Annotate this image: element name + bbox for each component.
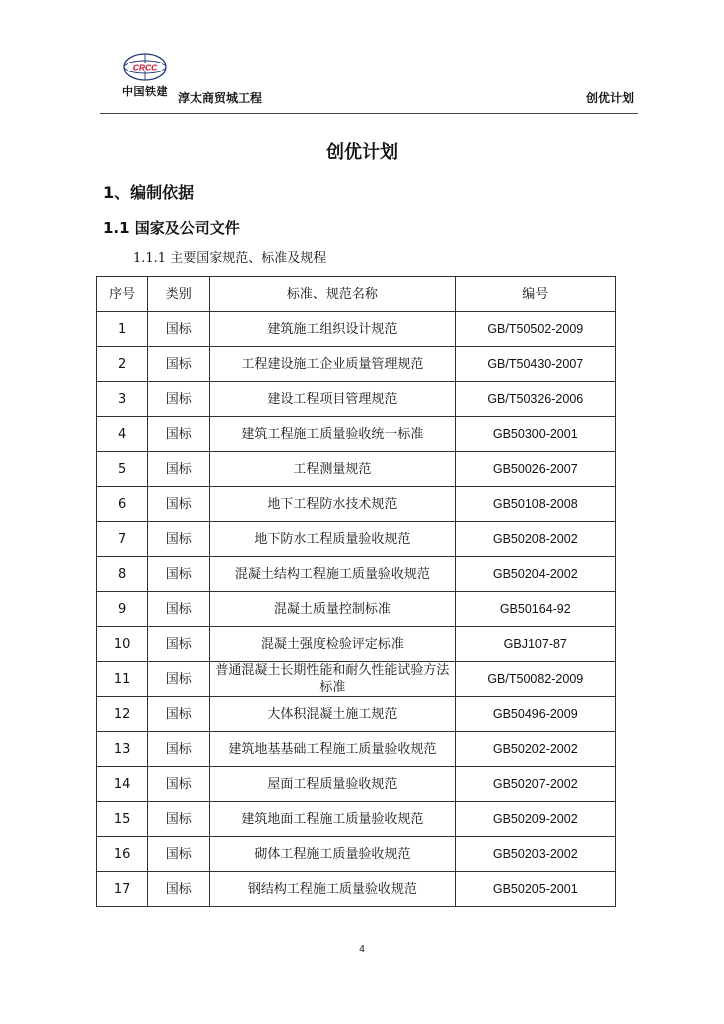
cell-code: GB50496-2009	[455, 697, 615, 732]
cell-standard-name: 工程测量规范	[210, 452, 455, 487]
logo-mark-text: CRCC	[132, 62, 158, 73]
cell-category: 国标	[148, 697, 210, 732]
table-row	[97, 872, 616, 907]
cell-serial: 17	[97, 872, 148, 907]
cell-category: 国标	[148, 872, 210, 907]
table-row	[97, 522, 616, 557]
cell-category: 国标	[148, 522, 210, 557]
table-row	[97, 732, 616, 767]
table-row	[97, 662, 616, 697]
cell-code: GB50202-2002	[455, 732, 615, 767]
section-heading-1-1-1: 1.1.1 主要国家规范、标准及规程	[133, 251, 327, 266]
table-row	[97, 802, 616, 837]
table-row	[97, 557, 616, 592]
cell-serial: 10	[97, 627, 148, 662]
cell-category: 国标	[148, 312, 210, 347]
cell-serial: 12	[97, 697, 148, 732]
cell-serial: 14	[97, 767, 148, 802]
cell-standard-name: 混凝土强度检验评定标准	[210, 627, 455, 662]
cell-standard-name: 建筑地基基础工程施工质量验收规范	[210, 732, 455, 767]
table-row	[97, 417, 616, 452]
company-logo	[110, 52, 180, 99]
table-row	[97, 592, 616, 627]
cell-code: GB50026-2007	[455, 452, 615, 487]
cell-code: GB/T50326-2006	[455, 382, 615, 417]
cell-standard-name: 混凝土结构工程施工质量验收规范	[210, 557, 455, 592]
cell-code: GB50203-2002	[455, 837, 615, 872]
cell-standard-name: 钢结构工程施工质量验收规范	[210, 872, 455, 907]
table-row	[97, 627, 616, 662]
standards-table	[96, 276, 616, 907]
cell-standard-name: 地下工程防水技术规范	[210, 487, 455, 522]
cell-code: GB50209-2002	[455, 802, 615, 837]
cell-standard-name: 建筑工程施工质量验收统一标准	[210, 417, 455, 452]
cell-standard-name: 砌体工程施工质量验收规范	[210, 837, 455, 872]
table-row	[97, 837, 616, 872]
cell-serial: 9	[97, 592, 148, 627]
header-divider	[100, 113, 638, 114]
cell-category: 国标	[148, 662, 210, 697]
cell-standard-name: 大体积混凝土施工规范	[210, 697, 455, 732]
cell-serial: 15	[97, 802, 148, 837]
cell-category: 国标	[148, 767, 210, 802]
cell-category: 国标	[148, 382, 210, 417]
header-category: 类别	[148, 277, 210, 312]
cell-serial: 16	[97, 837, 148, 872]
cell-category: 国标	[148, 802, 210, 837]
table-header-row	[97, 277, 616, 312]
cell-serial: 2	[97, 347, 148, 382]
cell-code: GB50208-2002	[455, 522, 615, 557]
cell-category: 国标	[148, 417, 210, 452]
section-heading-1-1: 1.1 国家及公司文件	[103, 219, 240, 237]
cell-standard-name: 建筑地面工程施工质量验收规范	[210, 802, 455, 837]
table-body	[97, 312, 616, 907]
cell-category: 国标	[148, 627, 210, 662]
cell-serial: 7	[97, 522, 148, 557]
cell-category: 国标	[148, 837, 210, 872]
table-row	[97, 697, 616, 732]
table-row	[97, 312, 616, 347]
header-project-name: 淳太商贸城工程	[178, 91, 263, 105]
cell-serial: 1	[97, 312, 148, 347]
cell-code: GB50164-92	[455, 592, 615, 627]
cell-code: GB50108-2008	[455, 487, 615, 522]
cell-standard-name: 建筑施工组织设计规范	[210, 312, 455, 347]
header-standard-name: 标准、规范名称	[210, 277, 455, 312]
cell-serial: 13	[97, 732, 148, 767]
cell-code: GB/T50082-2009	[455, 662, 615, 697]
cell-code: GB50205-2001	[455, 872, 615, 907]
cell-code: GB50207-2002	[455, 767, 615, 802]
crcc-logo-icon	[122, 52, 168, 82]
header-code: 编号	[455, 277, 615, 312]
cell-code: GB50204-2002	[455, 557, 615, 592]
header-doc-name: 创优计划	[585, 91, 634, 105]
logo-text: 中国铁建	[122, 85, 168, 98]
cell-standard-name: 工程建设施工企业质量管理规范	[210, 347, 455, 382]
table-row	[97, 452, 616, 487]
cell-code: GB/T50502-2009	[455, 312, 615, 347]
cell-code: GBJ107-87	[455, 627, 615, 662]
header-serial: 序号	[97, 277, 148, 312]
cell-serial: 5	[97, 452, 148, 487]
cell-standard-name: 混凝土质量控制标准	[210, 592, 455, 627]
cell-category: 国标	[148, 732, 210, 767]
cell-category: 国标	[148, 592, 210, 627]
cell-category: 国标	[148, 347, 210, 382]
table-row	[97, 487, 616, 522]
cell-code: GB/T50430-2007	[455, 347, 615, 382]
section-heading-1: 1、编制依据	[103, 183, 195, 202]
cell-standard-name: 地下防水工程质量验收规范	[210, 522, 455, 557]
page-number: 4	[359, 944, 365, 955]
cell-serial: 4	[97, 417, 148, 452]
cell-category: 国标	[148, 557, 210, 592]
table-row	[97, 382, 616, 417]
table-row	[97, 347, 616, 382]
cell-category: 国标	[148, 487, 210, 522]
cell-serial: 3	[97, 382, 148, 417]
cell-category: 国标	[148, 452, 210, 487]
cell-standard-name: 屋面工程质量验收规范	[210, 767, 455, 802]
table-row	[97, 767, 616, 802]
page-title: 创优计划	[326, 142, 398, 163]
cell-standard-name: 普通混凝土长期性能和耐久性能试验方法标准	[210, 662, 455, 697]
cell-serial: 8	[97, 557, 148, 592]
cell-serial: 6	[97, 487, 148, 522]
cell-standard-name: 建设工程项目管理规范	[210, 382, 455, 417]
cell-serial: 11	[97, 662, 148, 697]
cell-code: GB50300-2001	[455, 417, 615, 452]
